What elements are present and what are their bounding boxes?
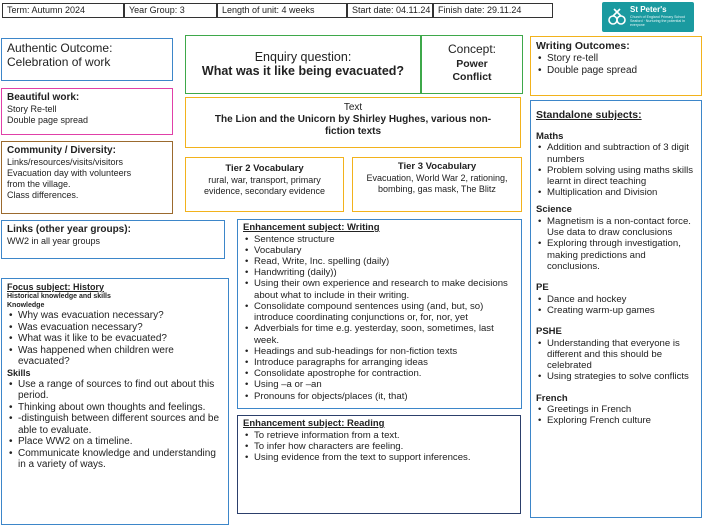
tier3-title: Tier 3 Vocabulary — [397, 161, 477, 172]
skills-item: • Use a range of sources to find out about this period. — [7, 379, 223, 402]
links-title: Links (other year groups): — [7, 224, 131, 235]
enhancement-writing-title: Enhancement subject: Writing — [243, 222, 380, 233]
maths-item: • Multiplication and Division — [536, 187, 696, 198]
reading-item: • Using evidence from the text to support inferences. — [243, 452, 515, 463]
text-label: Text — [343, 102, 363, 113]
writing-item: • Using their own experience and research to make decisions about what to include in their writing. — [243, 278, 516, 300]
writing-item: • Consolidate compound sentences using (and, but, so) introduce coordinating conjunctions or, for, nor, yet — [243, 301, 516, 323]
pshe-item: • Understanding that everyone is different and this should be celebrated — [536, 338, 696, 372]
tier3-box — [352, 157, 522, 212]
writing-outcomes-box — [530, 36, 702, 96]
links-box — [1, 220, 225, 259]
french-item: • Greetings in French — [536, 404, 696, 415]
start-date-cell: Start date: 04.11.24 — [347, 3, 433, 18]
enquiry-question: What was it like being evacuated? — [201, 64, 405, 79]
authentic-outcome-box: Authentic Outcome: Celebration of work — [1, 38, 173, 81]
french-label: French — [536, 392, 568, 404]
enquiry-box — [185, 35, 421, 94]
writing-item: • Pronouns for objects/places (it, that) — [243, 391, 516, 402]
enhancement-reading-title: Enhancement subject: Reading — [243, 418, 385, 429]
standalone-title: Standalone subjects: — [536, 109, 642, 121]
unit-length-cell: Length of unit: 4 weeks — [217, 3, 347, 18]
logo-name: St Peter's — [630, 5, 667, 14]
focus-history-box — [1, 278, 229, 525]
pshe-label: PSHE — [536, 326, 562, 338]
school-logo — [602, 2, 694, 32]
focus-title: Focus subject: History — [7, 282, 105, 292]
maths-item: • Addition and subtraction of 3 digit numbers — [536, 142, 696, 164]
skills-item: • Place WW2 on a timeline. — [7, 436, 223, 448]
authentic-outcome-title: Authentic Outcome — [7, 41, 110, 55]
text-value: The Lion and the Unicorn by Shirley Hughes, various non-fiction texts — [214, 114, 492, 138]
links-value: WW2 in all year groups — [7, 236, 101, 247]
french-item: • Exploring French culture — [536, 415, 696, 426]
reading-item: • To retrieve information from a text. — [243, 430, 515, 441]
pe-item: • Creating warm-up games — [536, 305, 696, 316]
writing-item: • Read, Write, Inc. spelling (daily) — [243, 256, 516, 267]
term-cell: Term: Autumn 2024 — [2, 3, 124, 18]
writing-item: • Adverbials for time e.g. yesterday, soon, sometimes, last week. — [243, 323, 516, 345]
pshe-item: • Using strategies to solve conflicts — [536, 371, 696, 382]
knowledge-item: • Why was evacuation necessary? — [7, 310, 223, 322]
writing-outcome-item: • Double page spread — [536, 65, 696, 77]
community-line: Class differences. — [7, 190, 79, 201]
writing-item: • Introduce paragraphs for arranging ideas — [243, 357, 516, 368]
writing-outcome-item: • Story re-tell — [536, 53, 696, 65]
community-title: Community / Diversity — [7, 145, 113, 156]
pe-item: • Dance and hockey — [536, 294, 696, 305]
maths-label: Maths — [536, 130, 564, 142]
text-box — [185, 97, 521, 148]
writing-item: • Vocabulary — [243, 245, 516, 256]
writing-item: • Sentence structure — [243, 234, 516, 245]
concept-box — [421, 35, 523, 94]
writing-item: • Using –a or –an — [243, 379, 516, 390]
skills-item: • Thinking about own thoughts and feelings. — [7, 402, 223, 414]
writing-item: • Handwriting (daily)) — [243, 267, 516, 278]
tier3-value: Evacuation, World War 2, rationing, bombing, gas mask, The Blitz — [366, 172, 508, 194]
tier2-box — [185, 157, 344, 212]
beautiful-work-line: Story Re-tell — [7, 104, 57, 115]
concept-value: Power Conflict — [452, 57, 492, 83]
knowledge-label: Knowledge — [7, 301, 45, 309]
skills-item: • Communicate knowledge and understanding in a variety of ways. — [7, 448, 223, 471]
pe-label: PE — [536, 282, 549, 294]
knowledge-item: • Was evacuation necessary? — [7, 322, 223, 334]
enhancement-writing-box — [237, 219, 522, 409]
keys-icon — [607, 7, 627, 27]
skills-label: Skills — [7, 367, 31, 378]
tier2-title: Tier 2 Vocabulary — [225, 163, 304, 174]
enquiry-label: Enquiry question: — [254, 50, 352, 64]
skills-item: • -distinguish between different sources and be able to evaluate. — [7, 413, 223, 436]
beautiful-work-title: Beautiful work — [7, 92, 76, 103]
community-line: Evacuation day with volunteers — [7, 168, 132, 179]
writing-item: • Consolidate apostrophe for contraction. — [243, 368, 516, 379]
community-box: Community / Diversity: Links/resources/visits/visitors Evacuation day with volunteers from the village. Class differences. — [1, 141, 173, 214]
logo-subtitle: Church of England Primary School Seaford · Nurturing the potential in everyone — [630, 15, 686, 28]
beautiful-work-line: Double page spread — [7, 115, 89, 126]
community-line: from the village. — [7, 179, 71, 190]
tier2-value: rural, war, transport, primary evidence, secondary evidence — [203, 174, 326, 196]
finish-date-cell: Finish date: 29.11.24 — [433, 3, 553, 18]
concept-label: Concept: — [447, 42, 497, 56]
writing-outcomes-title: Writing Outcomes: — [536, 40, 630, 52]
year-group-cell: Year Group: 3 — [124, 3, 217, 18]
focus-subtitle: Historical knowledge and skills — [7, 292, 111, 300]
science-item: • Magnetism is a non-contact force. Use data to draw conclusions — [536, 216, 696, 238]
enhancement-reading-box — [237, 415, 521, 514]
standalone-box — [530, 100, 702, 518]
reading-item: • To infer how characters are feeling. — [243, 441, 515, 452]
maths-item: • Problem solving using maths skills learnt in direct teaching — [536, 165, 696, 187]
beautiful-work-box: Beautiful work: Story Re-tell Double page spread — [1, 88, 173, 135]
writing-item: • Headings and sub-headings for non-fiction texts — [243, 346, 516, 357]
science-item: • Exploring through investigation, making predictions and conclusions. — [536, 238, 696, 272]
science-label: Science — [536, 204, 572, 216]
community-line: Links/resources/visits/visitors — [7, 157, 124, 168]
knowledge-item: • Was happened when children were evacuated? — [7, 345, 223, 368]
knowledge-item: • What was it like to be evacuated? — [7, 333, 223, 345]
authentic-outcome-value: Celebration of work — [7, 54, 111, 69]
